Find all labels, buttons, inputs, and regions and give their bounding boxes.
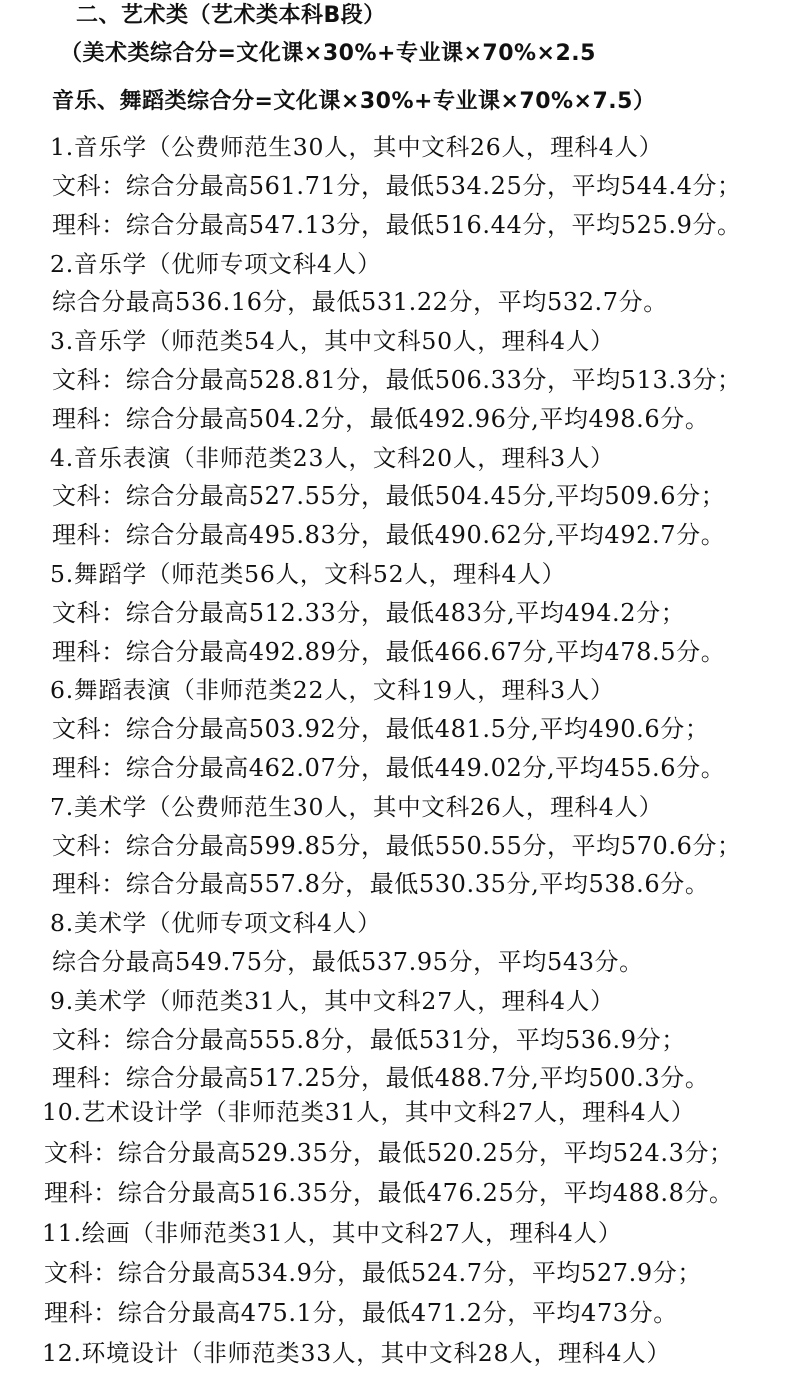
- entry-line-science: 理科：综合分最高557.8分，最低530.35分,平均538.6分。: [52, 870, 710, 898]
- entry-title: 8.美术学（优师专项文科4人）: [50, 909, 382, 937]
- entry-line-arts: 文科：综合分最高599.85分，最低550.55分，平均570.6分；: [52, 832, 742, 860]
- entry-line-science: 理科：综合分最高517.25分，最低488.7分,平均500.3分。: [52, 1064, 710, 1092]
- entry-line-science: 理科：综合分最高492.89分，最低466.67分,平均478.5分。: [52, 638, 726, 666]
- entry-line-arts: 文科：综合分最高555.8分，最低531分，平均536.9分；: [52, 1026, 686, 1054]
- entry-line-science: 理科：综合分最高547.13分，最低516.44分，平均525.9分。: [52, 211, 742, 239]
- entry-title: 9.美术学（师范类31人，其中文科27人，理科4人）: [50, 987, 615, 1015]
- entry-title: 11.绘画（非师范类31人，其中文科27人，理科4人）: [42, 1219, 623, 1247]
- entry-line-arts: 文科：综合分最高512.33分，最低483分,平均494.2分；: [52, 599, 686, 627]
- entry-title: 1.音乐学（公费师范生30人，其中文科26人，理科4人）: [50, 133, 664, 161]
- entry-line-arts: 文科：综合分最高534.9分，最低524.7分，平均527.9分；: [44, 1259, 702, 1287]
- entry-line-arts: 文科：综合分最高503.92分，最低481.5分,平均490.6分；: [52, 715, 710, 743]
- entry-line-science: 理科：综合分最高495.83分，最低490.62分,平均492.7分。: [52, 521, 726, 549]
- entry-title: 12.环境设计（非师范类33人，其中文科28人，理科4人）: [42, 1339, 671, 1367]
- entry-line-science: 理科：综合分最高475.1分，最低471.2分，平均473分。: [44, 1299, 678, 1327]
- entry-title: 10.艺术设计学（非师范类31人，其中文科27人，理科4人）: [42, 1098, 696, 1126]
- entry-line-arts: 文科：综合分最高561.71分，最低534.25分，平均544.4分；: [52, 172, 742, 200]
- entry-line-science: 理科：综合分最高516.35分，最低476.25分，平均488.8分。: [44, 1179, 734, 1207]
- entry-line-combined: 综合分最高549.75分，最低537.95分，平均543分。: [52, 948, 644, 976]
- section-title: 二、艺术类（艺术类本科B段）: [76, 3, 386, 28]
- entry-title: 7.美术学（公费师范生30人，其中文科26人，理科4人）: [50, 793, 664, 821]
- entry-line-science: 理科：综合分最高504.2分，最低492.96分,平均498.6分。: [52, 405, 710, 433]
- entry-line-combined: 综合分最高536.16分，最低531.22分，平均532.7分。: [52, 288, 668, 316]
- entry-title: 3.音乐学（师范类54人，其中文科50人，理科4人）: [50, 327, 615, 355]
- entry-line-arts: 文科：综合分最高529.35分，最低520.25分，平均524.3分；: [44, 1139, 734, 1167]
- entry-line-arts: 文科：综合分最高527.55分，最低504.45分,平均509.6分；: [52, 482, 726, 510]
- formula-fine-arts: （美术类综合分=文化课×30%+专业课×70%×2.5: [60, 41, 596, 66]
- entry-title: 4.音乐表演（非师范类23人，文科20人，理科3人）: [50, 444, 615, 472]
- entry-title: 2.音乐学（优师专项文科4人）: [50, 250, 382, 278]
- entry-title: 5.舞蹈学（师范类56人，文科52人，理科4人）: [50, 560, 566, 588]
- entry-line-arts: 文科：综合分最高528.81分，最低506.33分，平均513.3分；: [52, 366, 742, 394]
- formula-music-dance: 音乐、舞蹈类综合分=文化课×30%+专业课×70%×7.5）: [52, 89, 656, 114]
- entry-line-science: 理科：综合分最高462.07分，最低449.02分,平均455.6分。: [52, 754, 726, 782]
- entry-title: 6.舞蹈表演（非师范类22人，文科19人，理科3人）: [50, 676, 615, 704]
